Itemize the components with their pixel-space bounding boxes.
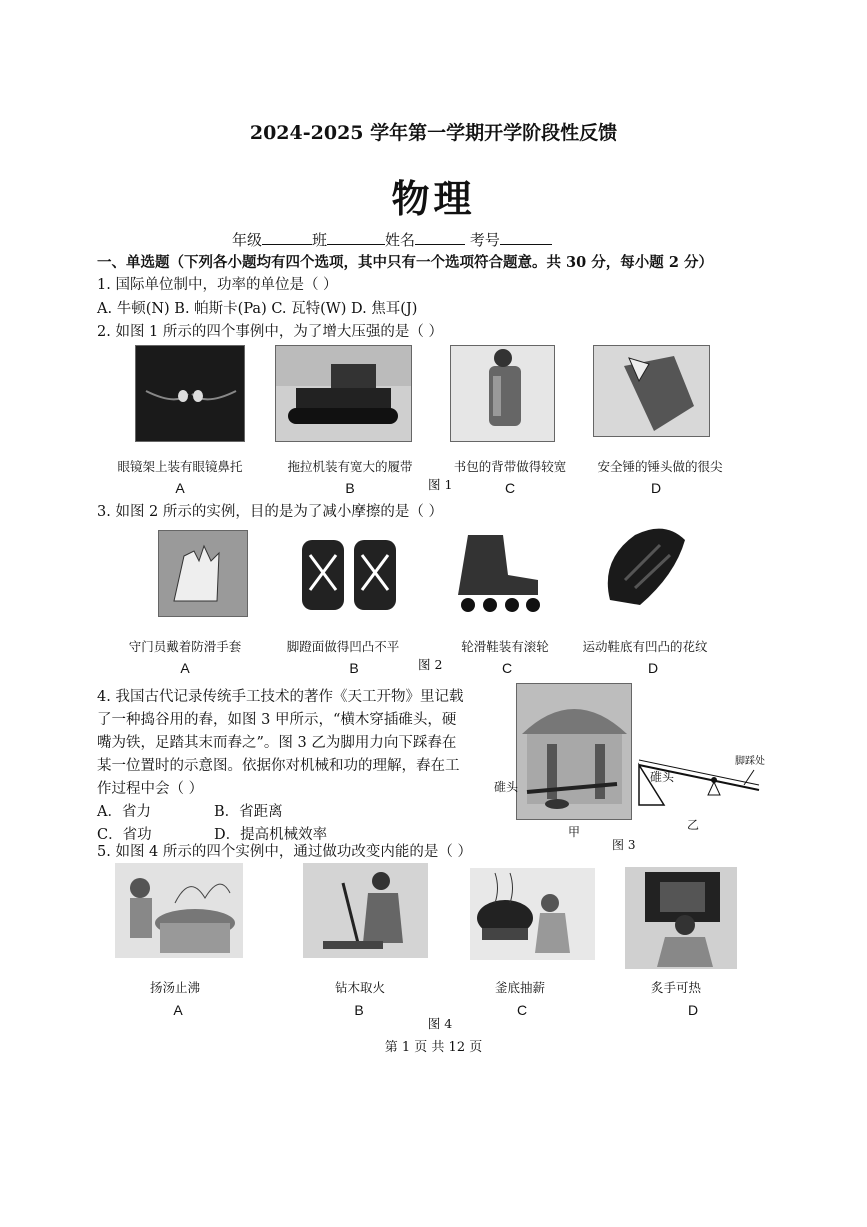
q5-image-d-warming-hands	[625, 867, 737, 969]
q5-figure-label: 图 4	[427, 1016, 453, 1031]
grade-label: 年级	[232, 231, 263, 249]
q2-image-a-glasses	[135, 345, 245, 442]
q2-letter-b: B	[345, 480, 355, 496]
q4-label-jiaocaichu: 脚踩处	[735, 756, 765, 767]
q1-options: A. 牛顿(N) B. 帕斯卡(Pa) C. 瓦特(W) D. 焦耳(J)	[97, 301, 418, 317]
q3-image-c-roller-skate	[448, 525, 548, 615]
q4-line-2: 了一种捣谷用的舂，如图 3 甲所示，“横木穿插碓头，硬	[97, 712, 457, 728]
q4-image-jia-mortar-scene	[516, 683, 632, 820]
q3-stem: 3. 如图 2 所示的实例，目的是为了减小摩擦的是（ ）	[97, 504, 443, 520]
q2-image-c-backpack	[450, 345, 555, 442]
subject-title: 物理	[391, 176, 476, 221]
section-heading: 一、单选题（下列各小题均有四个选项，其中只有一个选项符合题意。共 30 分，每小题 2 分）	[97, 254, 713, 271]
q3-letter-c: C	[501, 660, 513, 676]
q4-label-yi: 乙	[687, 818, 700, 832]
q2-letter-d: D	[650, 480, 662, 496]
q5-caption-c: 釜底抽薪	[494, 980, 545, 995]
q4-label-duitou-jia: 碓头	[494, 780, 519, 794]
q5-stem: 5. 如图 4 所示的四个实例中，通过做功改变内能的是（ ）	[97, 844, 472, 860]
q3-image-a-gloves	[158, 530, 248, 617]
q5-image-a-stirring-soup	[115, 863, 243, 958]
q4-figure-label: 图 3	[612, 838, 636, 852]
number-label: 考号	[469, 231, 500, 249]
name-label: 姓名	[385, 231, 416, 249]
q3-letter-b: B	[349, 660, 359, 676]
exam-title: 2024-2025 学年第一学期开学阶段性反馈	[249, 122, 618, 144]
q4-option-b: B．省距离	[214, 804, 283, 820]
q2-caption-b: 拖拉机装有宽大的履带	[287, 459, 413, 474]
q2-letter-a: A	[175, 480, 185, 496]
q4-option-d: D．提高机械效率	[214, 827, 328, 843]
q4-option-a: A．省力	[97, 804, 151, 820]
q4-line-1: 4. 我国古代记录传统手工技术的著作《天工开物》里记载	[97, 689, 464, 705]
q5-letter-a: A	[173, 1002, 183, 1018]
q2-figure-label: 图 1	[428, 477, 453, 492]
q2-image-d-safety-hammer	[593, 345, 710, 437]
q1-stem: 1. 国际单位制中，功率的单位是（ ）	[97, 277, 338, 293]
q3-caption-b: 脚蹬面做得凹凸不平	[286, 639, 400, 654]
q5-letter-d: D	[687, 1002, 699, 1018]
q2-stem: 2. 如图 1 所示的四个事例中，为了增大压强的是（ ）	[97, 324, 443, 340]
q4-label-jia: 甲	[568, 825, 581, 839]
q5-caption-a: 扬汤止沸	[149, 980, 200, 995]
q5-image-c-pot-firewood	[470, 868, 595, 960]
q3-image-d-sneaker-sole	[590, 520, 705, 610]
q5-letter-b: B	[354, 1002, 364, 1018]
q3-caption-a: 守门员戴着防滑手套	[128, 639, 242, 654]
name-blank[interactable]	[415, 230, 465, 245]
q4-label-duitou-yi: 碓头	[650, 770, 675, 784]
number-blank[interactable]	[500, 230, 552, 245]
q4-line-3: 嘴为铁，足踏其末而舂之”。图 3 乙为脚用力向下踩舂在	[97, 735, 457, 751]
student-info-line	[232, 229, 552, 250]
q3-letter-a: A	[180, 660, 190, 676]
q5-letter-c: C	[516, 1002, 528, 1018]
q4-option-c: C．省功	[97, 827, 152, 843]
q2-caption-d: 安全锤的锤头做的很尖	[597, 459, 723, 474]
q5-caption-d: 炙手可热	[650, 980, 701, 995]
q5-image-b-drilling-fire	[303, 863, 428, 958]
q3-figure-label: 图 2	[418, 657, 443, 672]
q3-caption-d: 运动鞋底有凹凸的花纹	[582, 639, 708, 654]
q5-caption-b: 钻木取火	[334, 980, 385, 995]
q2-image-b-tractor	[275, 345, 412, 442]
q3-image-b-pedals	[296, 530, 406, 618]
page-number: 第 1 页 共 12 页	[384, 1040, 483, 1055]
class-blank[interactable]	[327, 230, 385, 245]
q2-letter-c: C	[504, 480, 516, 496]
q4-line-4: 某一位置时的示意图。依据你对机械和功的理解，舂在工	[97, 758, 460, 774]
grade-blank[interactable]	[262, 230, 312, 245]
q3-letter-d: D	[647, 660, 659, 676]
q3-caption-c: 轮滑鞋装有滚轮	[461, 639, 549, 654]
class-label: 班	[312, 231, 328, 249]
q4-line-5: 作过程中会（ ）	[97, 781, 204, 797]
q2-caption-a: 眼镜架上装有眼镜鼻托	[117, 459, 243, 474]
q2-caption-c: 书包的背带做得较宽	[453, 459, 567, 474]
